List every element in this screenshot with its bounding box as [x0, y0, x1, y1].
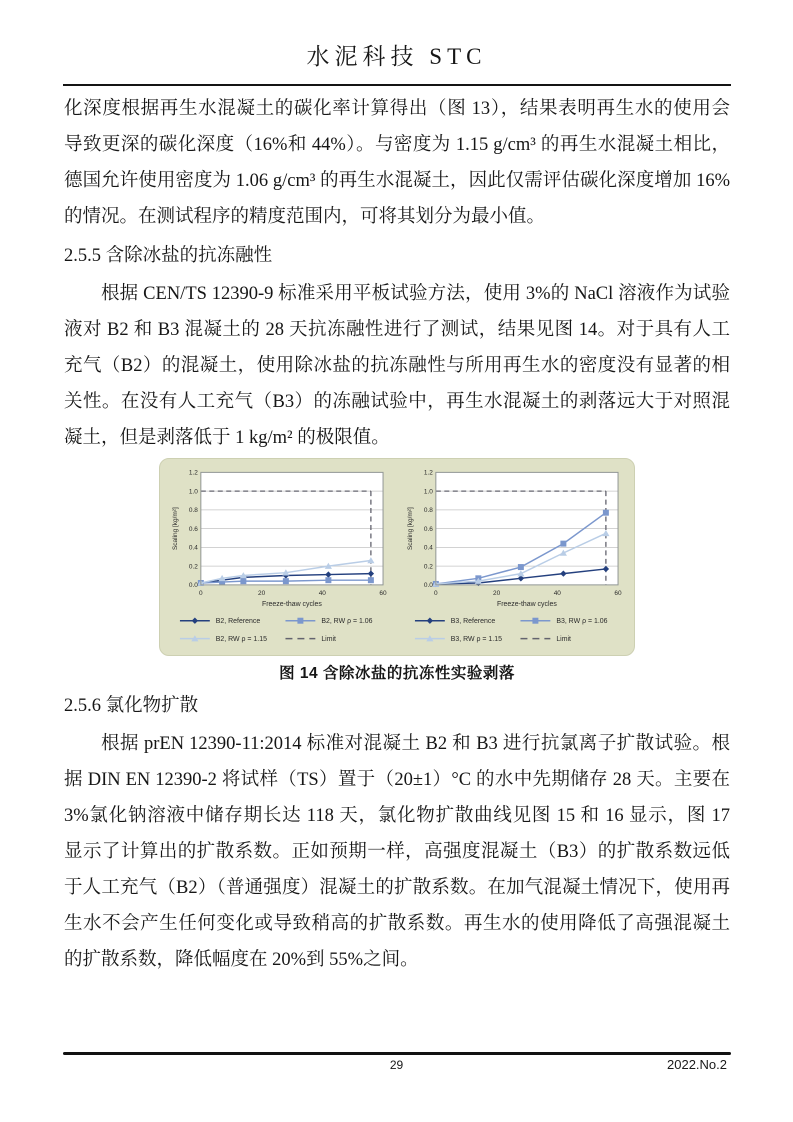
section-heading-2-5-5: 2.5.5 含除冰盐的抗冻融性: [64, 246, 273, 266]
footer-rule: [63, 1052, 731, 1055]
svg-text:0.2: 0.2: [188, 563, 198, 571]
svg-text:Scaling [kg/m²]: Scaling [kg/m²]: [171, 507, 179, 551]
text-line: 导致更深的碳化深度（16%和 44%）。与密度为 1.15 g/cm³ 的再生水混凝土相比，: [64, 135, 730, 155]
svg-text:Limit: Limit: [321, 636, 336, 644]
journal-title: 水泥科技 STC: [306, 44, 487, 69]
svg-text:Limit: Limit: [556, 636, 571, 644]
svg-text:20: 20: [257, 589, 266, 597]
svg-text:B3, RW ρ = 1.06: B3, RW ρ = 1.06: [556, 618, 608, 626]
svg-text:B2, RW ρ = 1.15: B2, RW ρ = 1.15: [215, 636, 267, 644]
text-line: 的情况。在测试程序的精度范围内，可将其划分为最小值。: [64, 207, 546, 227]
svg-text:0.8: 0.8: [188, 507, 198, 515]
svg-text:0: 0: [199, 589, 203, 597]
text-line: 根据 CEN/TS 12390-9 标准采用平板试验方法，使用 3%的 NaCl 溶液作为试验: [101, 284, 730, 304]
svg-text:0.6: 0.6: [423, 525, 433, 533]
text-line: 3%氯化钠溶液中储存期长达 118 天，氯化物扩散曲线见图 15 和 16 显示，图 17: [64, 806, 730, 826]
svg-text:B2, Reference: B2, Reference: [215, 618, 261, 626]
svg-text:Freeze-thaw cycles: Freeze-thaw cycles: [261, 600, 322, 608]
svg-text:1.0: 1.0: [188, 488, 198, 496]
paragraph-freeze-thaw: [64, 276, 730, 456]
svg-text:0.0: 0.0: [188, 582, 198, 590]
paragraph-chloride: [64, 726, 730, 978]
chart-b3-scaling: [403, 464, 626, 650]
paragraph-carbonation: [64, 91, 730, 235]
svg-text:1.2: 1.2: [423, 469, 433, 477]
svg-text:60: 60: [614, 589, 622, 597]
svg-text:Freeze-thaw cycles: Freeze-thaw cycles: [496, 600, 557, 608]
section-heading-2-5-6: 2.5.6 氯化物扩散: [64, 696, 199, 716]
svg-text:B3, RW ρ = 1.15: B3, RW ρ = 1.15: [450, 636, 502, 644]
svg-text:20: 20: [492, 589, 501, 597]
svg-text:B3, Reference: B3, Reference: [450, 618, 496, 626]
svg-text:1.2: 1.2: [188, 469, 198, 477]
page-number: 29: [389, 1058, 404, 1072]
chart-b2-scaling: [168, 464, 391, 650]
text-line: 凝土，但是剥落低于 1 kg/m² 的极限值。: [64, 428, 390, 448]
text-line: 显示了计算出的扩散系数。正如预期一样，高强度混凝土（B3）的扩散系数远低: [64, 842, 730, 862]
svg-text:40: 40: [318, 589, 326, 597]
figure-14-panel: [159, 458, 635, 656]
svg-text:0.8: 0.8: [423, 507, 433, 515]
text-line: 德国允许使用密度为 1.06 g/cm³ 的再生水混凝土，因此仅需评估碳化深度增加 16%: [64, 171, 730, 191]
svg-text:0.4: 0.4: [188, 544, 198, 552]
svg-text:0.6: 0.6: [188, 525, 198, 533]
svg-text:0.2: 0.2: [423, 563, 433, 571]
svg-text:B2, RW ρ = 1.06: B2, RW ρ = 1.06: [321, 618, 373, 626]
text-line: 的扩散系数，降低幅度在 20%到 55%之间。: [64, 950, 419, 970]
text-line: 于人工充气（B2）（普通强度）混凝土的扩散系数。在加气混凝土情况下，使用再: [64, 878, 730, 898]
text-line: 据 DIN EN 12390-2 将试样（TS）置于（20±1）°C 的水中先期储存 28 天。主要在: [64, 770, 730, 790]
figure-14-caption: 图 14 含除冰盐的抗冻性实验剥落: [279, 665, 515, 682]
svg-text:0: 0: [434, 589, 438, 597]
svg-text:Scaling [kg/m²]: Scaling [kg/m²]: [406, 507, 414, 551]
svg-text:40: 40: [553, 589, 561, 597]
svg-text:0.4: 0.4: [423, 544, 433, 552]
text-line: 化深度根据再生水混凝土的碳化率计算得出（图 13），结果表明再生水的使用会: [64, 99, 730, 119]
header-rule: [63, 84, 731, 86]
svg-text:1.0: 1.0: [423, 488, 433, 496]
issue-label: 2022.No.2: [667, 1057, 727, 1072]
svg-text:60: 60: [379, 589, 387, 597]
svg-text:0.0: 0.0: [423, 582, 433, 590]
text-line: 充气（B2）的混凝土，使用除冰盐的抗冻融性与所用再生水的密度没有显著的相: [64, 356, 730, 376]
text-line: 生水不会产生任何变化或导致稍高的扩散系数。再生水的使用降低了高强混凝土: [64, 914, 730, 934]
text-line: 关性。在没有人工充气（B3）的冻融试验中，再生水混凝土的剥落远大于对照混: [64, 392, 730, 412]
article-content: [64, 91, 730, 978]
text-line: 根据 prEN 12390-11:2014 标准对混凝土 B2 和 B3 进行抗氯离子扩散试验。根: [101, 734, 730, 754]
text-line: 液对 B2 和 B3 混凝土的 28 天抗冻融性进行了测试，结果见图 14。对于具有人工: [64, 320, 730, 340]
